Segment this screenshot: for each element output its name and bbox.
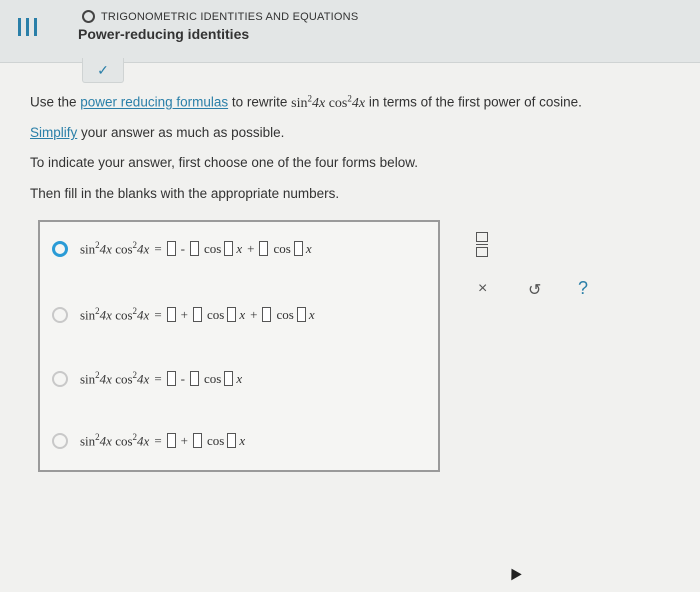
- answer-form-expression: $\sin^24x$ $\cos^24x$ = - cos x: [80, 370, 243, 387]
- answer-form-expression: $\sin^24x$ $\cos^24x$ = + cos x: [80, 432, 246, 449]
- menu-icon[interactable]: [12, 10, 46, 44]
- chevron-down-icon[interactable]: ✓: [82, 58, 124, 83]
- clear-button[interactable]: ×: [478, 280, 488, 297]
- blank-input[interactable]: [227, 433, 236, 448]
- power-reducing-formulas-link[interactable]: power reducing formulas: [80, 94, 229, 110]
- blank-input[interactable]: [190, 241, 199, 256]
- top-bar: [0, 0, 700, 63]
- answer-form-option-3[interactable]: [52, 370, 242, 387]
- mouse-cursor-icon: [506, 566, 521, 581]
- topic-line: [82, 10, 358, 23]
- answer-form-option-2[interactable]: [52, 306, 315, 323]
- blank-input[interactable]: [167, 241, 176, 256]
- help-button[interactable]: ?: [578, 278, 589, 298]
- blank-input[interactable]: [167, 433, 176, 448]
- blank-input[interactable]: [167, 307, 176, 322]
- blank-input[interactable]: [259, 241, 268, 256]
- topic-label: TRIGONOMETRIC IDENTITIES AND EQUATIONS: [101, 10, 359, 23]
- blank-input[interactable]: [294, 241, 303, 256]
- answer-forms-panel: [38, 220, 440, 472]
- question-expression: $\sin^24x$ $\cos^24x$: [291, 93, 366, 111]
- tools-panel: [450, 220, 618, 312]
- blank-input[interactable]: [262, 307, 271, 322]
- question-line-4: Then fill in the blanks with the appropriate numbers.: [30, 186, 340, 201]
- blank-input[interactable]: [193, 307, 202, 322]
- blank-input[interactable]: [297, 307, 306, 322]
- answer-form-expression: $\sin^24x$ $\cos^24x$ = - cos x + cos x: [80, 240, 312, 257]
- fraction-icon[interactable]: [476, 232, 488, 257]
- radio-button[interactable]: [52, 433, 68, 449]
- answer-form-expression: $\sin^24x$ $\cos^24x$ = + cos x + cos x: [80, 306, 315, 323]
- blank-input[interactable]: [224, 371, 233, 386]
- topic-circle-icon: [82, 10, 95, 23]
- simplify-link[interactable]: Simplify: [30, 125, 78, 140]
- page-title: Power-reducing identities: [78, 26, 250, 42]
- radio-button[interactable]: [52, 371, 68, 387]
- undo-icon[interactable]: ↺: [528, 282, 542, 299]
- blank-input[interactable]: [190, 371, 199, 386]
- blank-input[interactable]: [224, 241, 233, 256]
- radio-button[interactable]: [52, 241, 68, 257]
- question-line-2: Simplify your answer as much as possible.: [30, 125, 285, 140]
- question-line-1: Use the power reducing formulas to rewrite $\sin^24x$ $\cos^24x$ in terms of the first power of cosine.: [30, 93, 582, 111]
- radio-button[interactable]: [52, 307, 68, 323]
- answer-form-option-1[interactable]: [52, 240, 312, 257]
- blank-input[interactable]: [193, 433, 202, 448]
- blank-input[interactable]: [227, 307, 236, 322]
- answer-form-option-4[interactable]: [52, 432, 245, 449]
- blank-input[interactable]: [167, 371, 176, 386]
- question-line-3: To indicate your answer, first choose one of the four forms below.: [30, 155, 418, 170]
